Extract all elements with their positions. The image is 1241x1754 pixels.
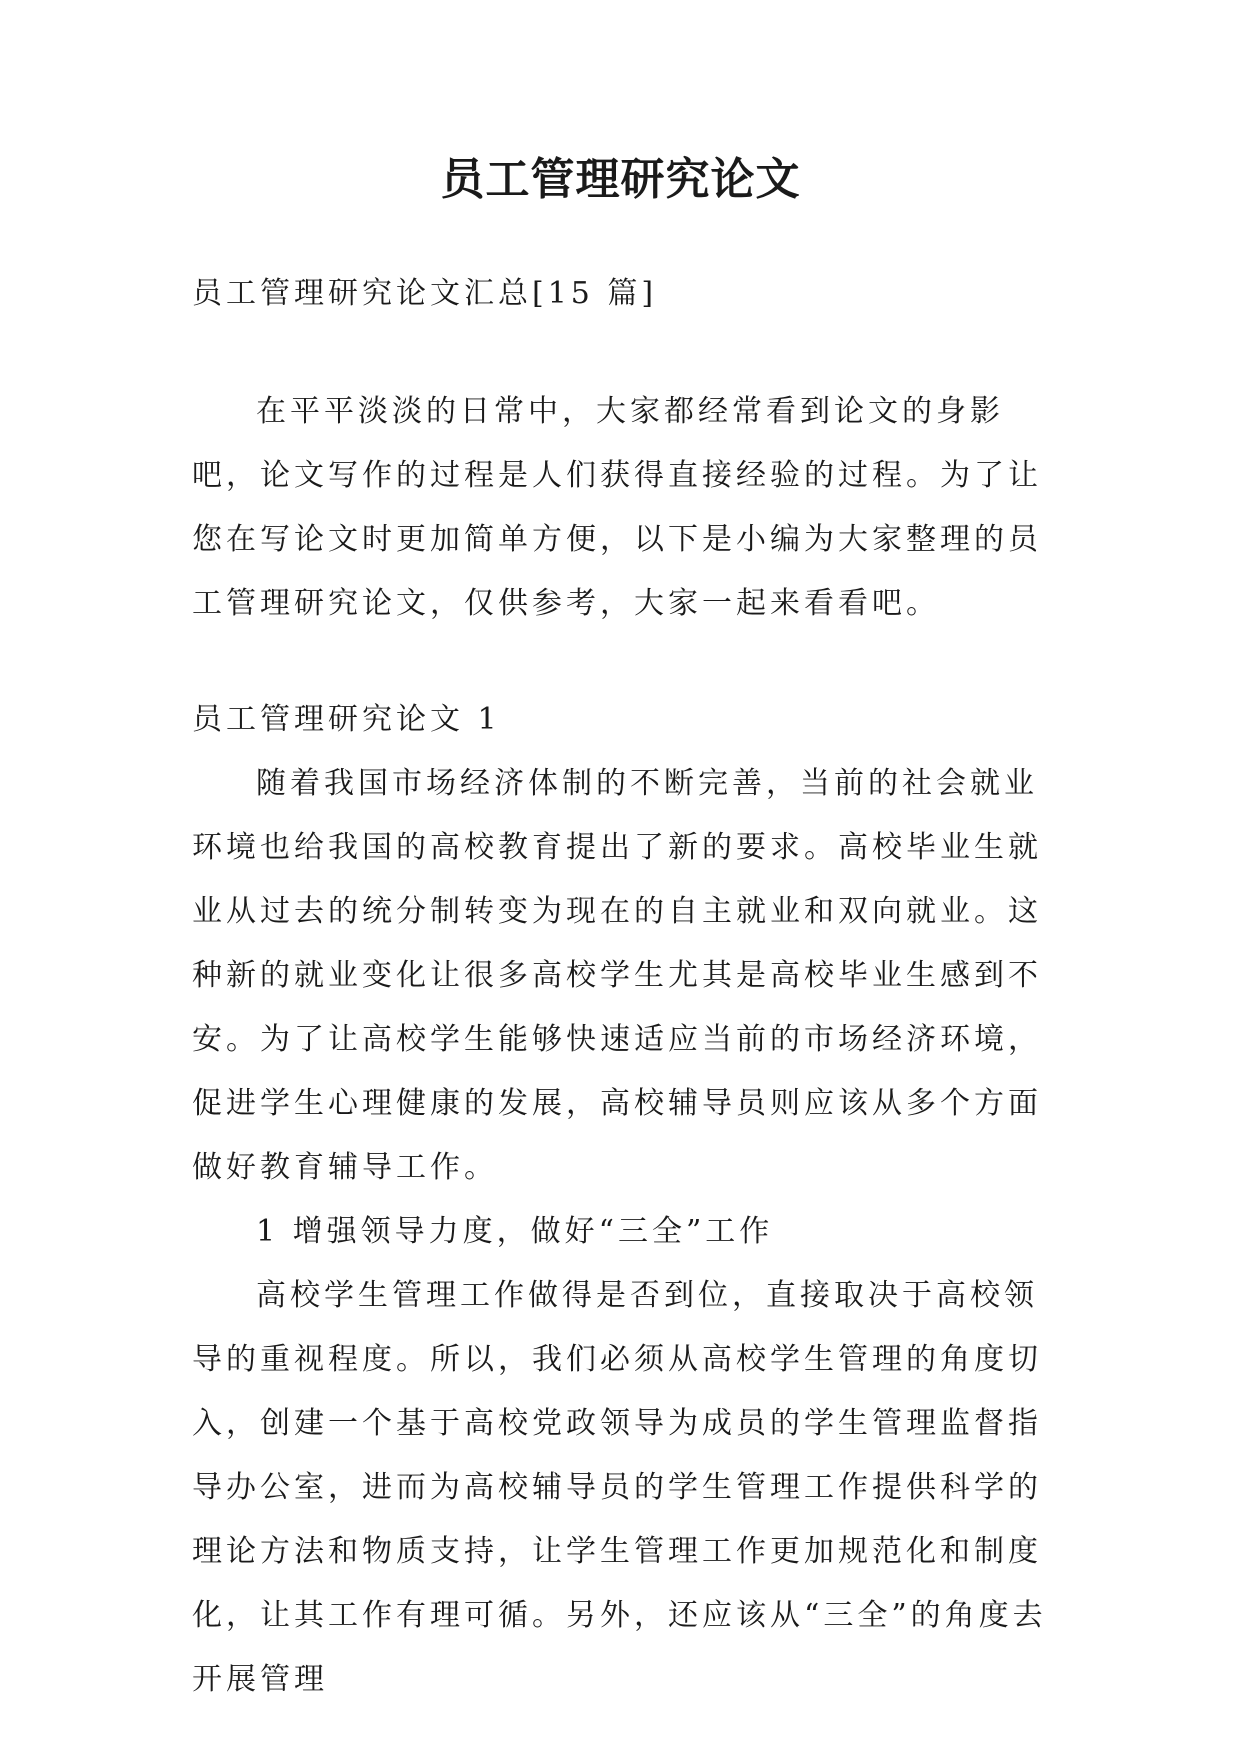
document-body	[192, 262, 1062, 1712]
spacer	[192, 636, 1062, 688]
intro-paragraph: 在平平淡淡的日常中，大家都经常看到论文的身影吧，论文写作的过程是人们获得直接经验的过程。为了让您在写论文时更加简单方便，以下是小编为大家整理的员工管理研究论文，仅供参考，大家一起来看看吧。	[192, 394, 1042, 621]
section-heading: 员工管理研究论文 1	[192, 702, 501, 737]
body-paragraph: 随着我国市场经济体制的不断完善，当前的社会就业环境也给我国的高校教育提出了新的要求。高校毕业生就业从过去的统分制转变为现在的自主就业和双向就业。这种新的就业变化让很多高校学生尤其是高校毕业生感到不安。为了让高校学生能够快速适应当前的市场经济环境，促进学生心理健康的发展，高校辅导员则应该从多个方面做好教育辅导工作。	[192, 766, 1042, 1185]
document-title: 员工管理研究论文	[440, 154, 801, 205]
body-paragraph: 高校学生管理工作做得是否到位，直接取决于高校领导的重视程度。所以，我们必须从高校学生管理的角度切入，创建一个基于高校党政领导为成员的学生管理监督指导办公室，进而为高校辅导员的学生管理工作提供科学的理论方法和物质支持，让学生管理工作更加规范化和制度化，让其工作有理可循。另外，还应该从“三全”的角度去开展管理	[192, 1278, 1047, 1697]
document-subtitle: 员工管理研究论文汇总[15 篇]	[192, 276, 658, 311]
spacer	[192, 326, 1062, 380]
sub-heading: 1 增强领导力度，做好“三全”工作	[256, 1214, 774, 1249]
